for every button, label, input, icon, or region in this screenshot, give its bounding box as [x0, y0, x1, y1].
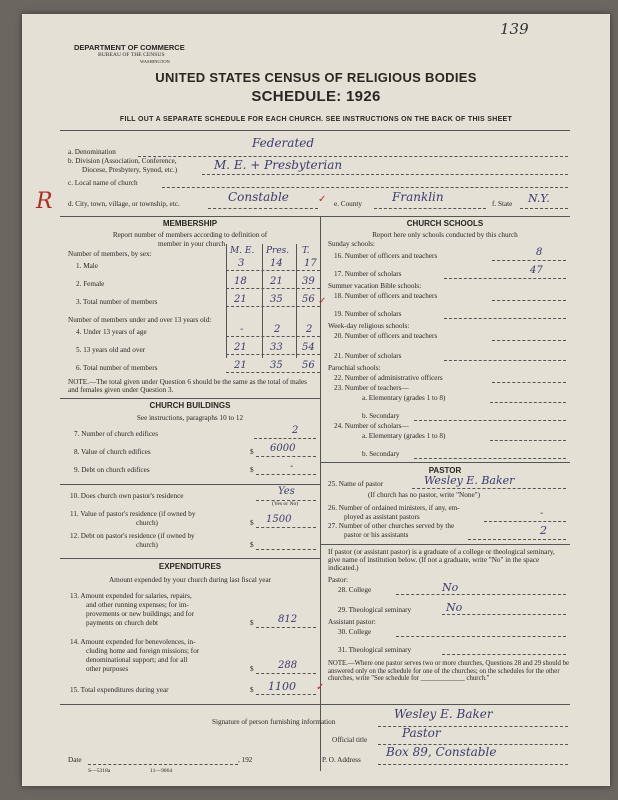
q26-label-2: ployed as assistant pastors — [344, 513, 420, 521]
q9-line — [256, 474, 316, 475]
print-number: 11—9064 — [150, 768, 173, 774]
col-rule-2 — [262, 244, 263, 358]
q16-line — [492, 260, 566, 261]
check-mark-icon: ✓ — [318, 296, 327, 307]
q25-line — [412, 488, 566, 489]
q9-label: 9. Debt on church edifices — [74, 466, 150, 474]
q14-line-4: other purposes — [86, 665, 129, 673]
form-title: UNITED STATES CENSUS OF RELIGIOUS BODIES — [155, 70, 477, 85]
q15-line — [256, 694, 316, 695]
q21-line — [444, 360, 566, 361]
buildings-rule — [60, 398, 320, 399]
po-address-value: Box 89, Constable — [386, 745, 497, 759]
row-under13-label: 4. Under 13 years of age — [76, 328, 147, 336]
q8-value: 6000 — [270, 443, 296, 454]
q13-dollar: $ — [250, 619, 254, 627]
q16-label: 16. Number of officers and teachers — [334, 252, 438, 260]
division-label-2: Diocese, Presbytery, Synod, etc.) — [82, 166, 178, 174]
q24b-line — [414, 458, 566, 459]
q11-line — [256, 527, 316, 528]
q27-label-2: pastor or his assistants — [344, 531, 409, 539]
q7-value: 2 — [292, 425, 299, 436]
department-label: DEPARTMENT OF COMMERCE — [74, 43, 185, 52]
city-value: Constable — [228, 190, 289, 204]
q13-line-2: and other running expenses; for im- — [86, 601, 189, 609]
under13-pres: 2 — [274, 324, 281, 335]
expenditures-sub: Amount expended by your church during last fiscal year — [108, 576, 272, 584]
q13-line — [256, 627, 316, 628]
form-number: S—5318a — [88, 768, 111, 774]
q7-label: 7. Number of church edifices — [74, 430, 159, 438]
q28-label: 28. College — [338, 586, 372, 594]
q11-label-2: church) — [136, 519, 158, 527]
under13-total: 2 — [306, 324, 313, 335]
q24a-line — [490, 440, 566, 441]
q11-value: 1500 — [266, 514, 292, 525]
q25-value: Wesley E. Baker — [424, 474, 515, 487]
check-mark-icon: ✓ — [318, 194, 327, 205]
q14-value: 288 — [278, 660, 298, 671]
check-mark-icon: ✓ — [316, 682, 325, 693]
margin-mark: R — [36, 189, 53, 214]
col-head-me: M. E. — [230, 246, 255, 256]
total-me: 21 — [234, 294, 247, 305]
schools-title: CHURCH SCHOOLS — [406, 219, 484, 228]
q24b-label: b. Secondary — [362, 450, 400, 458]
q10-value: Yes — [278, 486, 295, 497]
denomination-line — [138, 156, 568, 157]
under13-me: - — [240, 324, 244, 335]
pastor-title: PASTOR — [428, 466, 462, 475]
q14-line — [256, 673, 316, 674]
grid-top-rule — [60, 216, 570, 217]
membership-note: NOTE.—The total given under Question 6 should be the same as the total of males and females given under Question 3. — [68, 378, 307, 395]
instruction-line: FILL OUT A SEPARATE SCHEDULE FOR EACH CHURCH. SEE INSTRUCTIONS ON THE BACK OF THIS SHEET — [119, 116, 513, 123]
county-value: Franklin — [392, 190, 444, 204]
date-line — [88, 764, 238, 765]
grid-bottom-rule — [60, 704, 570, 705]
q23-label: 23. Number of teachers— — [334, 384, 409, 392]
q10-label: 10. Does church own pastor's residence — [70, 492, 184, 500]
grad-note: If pastor (or assistant pastor) is a graduate of a college or theological seminary, give name of institution below. (If not a graduate, write "No" in the space indicated.) — [328, 548, 555, 573]
row-total-line — [226, 306, 320, 307]
q23a-line — [490, 402, 566, 403]
date-year: , 192 — [238, 756, 253, 764]
po-address-label: P. O. Address — [322, 756, 361, 764]
official-title-value: Pastor — [402, 726, 441, 740]
q12-line — [256, 549, 316, 550]
row-under13-line — [226, 336, 320, 337]
col-rule-3 — [296, 244, 297, 358]
col-rule-1 — [226, 244, 227, 358]
expenditures-rule — [60, 558, 320, 559]
bureau-label: BUREAU OF THE CENSUS — [98, 52, 165, 58]
division-line — [202, 174, 568, 175]
header-rule — [60, 130, 570, 131]
over13-me: 21 — [234, 342, 247, 353]
q18-label: 18. Number of officers and teachers — [334, 292, 438, 300]
po-address-line — [378, 764, 568, 765]
row-total2-label: 6. Total number of members — [76, 364, 158, 372]
weekday-label: Week-day religious schools: — [328, 322, 410, 330]
q17-line — [444, 278, 566, 279]
q8-line — [256, 456, 316, 457]
state-line — [520, 208, 568, 209]
q23b-line — [414, 420, 566, 421]
state-label: f. State — [492, 200, 513, 208]
by-age-label: Number of members under and over 13 years old: — [68, 316, 212, 324]
q14-line-2: cluding home and foreign missions; for — [86, 647, 200, 655]
county-line — [374, 208, 486, 209]
q29-value: No — [446, 601, 463, 614]
q20-line — [492, 340, 566, 341]
q12-dollar: $ — [250, 541, 254, 549]
q8-label: 8. Value of church edifices — [74, 448, 151, 456]
q25-label: 25. Name of pastor — [328, 480, 384, 488]
membership-intro: Report number of members according to definition of — [112, 231, 268, 239]
q12-label: 12. Debt on pastor's residence (if owned by — [70, 532, 195, 540]
q15-value: 1100 — [268, 680, 296, 693]
census-schedule-sheet — [22, 14, 610, 786]
q20-label: 20. Number of officers and teachers — [334, 332, 438, 340]
total2-total: 56 — [302, 360, 315, 371]
sunday-label: Sunday schools: — [328, 240, 375, 248]
signature-label: Signature of person furnishing information — [212, 718, 336, 726]
q10-hint: (Yes or No) — [272, 501, 299, 507]
col-head-pres: Pres. — [266, 246, 290, 256]
q8-dollar: $ — [250, 448, 254, 456]
q13-line-4: payments on church debt — [86, 619, 159, 627]
membership-title: MEMBERSHIP — [162, 219, 218, 228]
q22-line — [492, 382, 566, 383]
q13-line-1: 13. Amount expended for salaries, repairs, — [70, 592, 192, 600]
q13-value: 812 — [278, 614, 298, 625]
q17-value: 47 — [530, 265, 543, 276]
q27-label: 27. Number of other churches served by the — [328, 522, 455, 530]
q24a-label: a. Elementary (grades 1 to 8) — [362, 432, 446, 440]
q25-hint: (If church has no pastor, write "None") — [368, 491, 480, 499]
q29-line — [442, 614, 566, 615]
row-over13-label: 5. 13 years old and over — [76, 346, 146, 354]
q28-line — [396, 594, 566, 595]
city-label: d. City, town, village, or township, etc. — [68, 200, 180, 208]
row-female-line — [226, 288, 320, 289]
over13-pres: 33 — [270, 342, 283, 353]
q30-label: 30. College — [338, 628, 372, 636]
q17-label: 17. Number of scholars — [334, 270, 402, 278]
county-label: e. County — [334, 200, 362, 208]
local-name-label: c. Local name of church — [68, 179, 138, 187]
q26-label: 26. Number of ordained ministers, if any, em- — [328, 504, 460, 512]
division-value: M. E. + Presbyterian — [214, 158, 343, 172]
q15-label: 15. Total expenditures during year — [70, 686, 169, 694]
q29-label: 29. Theological seminary — [338, 606, 412, 614]
total2-pres: 35 — [270, 360, 283, 371]
residence-rule — [60, 484, 320, 485]
total2-me: 21 — [234, 360, 247, 371]
q14-line-1: 14. Amount expended for benevolences, in- — [70, 638, 196, 646]
q27-line — [468, 539, 566, 540]
q11-label: 11. Value of pastor's residence (if owned by — [70, 510, 196, 518]
signature-value: Wesley E. Baker — [394, 707, 493, 721]
total-total: 56 — [302, 294, 315, 305]
q23b-label: b. Secondary — [362, 412, 400, 420]
q30-line — [396, 636, 566, 637]
pastor-sub-label: Pastor: — [328, 576, 348, 584]
female-pres: 21 — [270, 276, 283, 287]
q28-value: No — [442, 581, 459, 594]
pastor-rule — [320, 462, 570, 463]
buildings-sub: See instructions, paragraphs 10 to 12 — [136, 414, 244, 422]
date-label: Date — [68, 756, 82, 764]
summer-label: Summer vacation Bible schools: — [328, 282, 422, 290]
assistant-sub-label: Assistant pastor: — [328, 618, 376, 626]
col-head-total: T. — [302, 246, 310, 256]
q12-label-2: church) — [136, 541, 158, 549]
pastor-note: NOTE.—Where one pastor serves two or more churches, Questions 28 and 29 should be answered only on the schedule for one of the churches; on the schedules for the other churches, write "See schedule for _____________ church." — [328, 660, 570, 683]
local-name-line — [162, 187, 568, 188]
q14-line-3: denominational support; and for all — [86, 656, 188, 664]
row-total2-line — [226, 372, 320, 373]
schedule-title: SCHEDULE: 1926 — [251, 88, 381, 105]
q31-line — [442, 654, 566, 655]
q19-line — [444, 318, 566, 319]
over13-total: 54 — [302, 342, 315, 353]
q21-label: 21. Number of scholars — [334, 352, 402, 360]
row-male-label: 1. Male — [76, 262, 98, 270]
q31-label: 31. Theological seminary — [338, 646, 412, 654]
state-value: N.Y. — [528, 192, 550, 205]
female-total: 39 — [302, 276, 315, 287]
row-over13-line — [226, 354, 320, 355]
q24-label: 24. Number of scholars— — [334, 422, 409, 430]
q27-value: 2 — [540, 524, 547, 537]
row-total-label: 3. Total number of members — [76, 298, 158, 306]
city-label: WASHINGTON — [140, 59, 170, 64]
city-line — [208, 208, 318, 209]
q23a-label: a. Elementary (grades 1 to 8) — [362, 394, 446, 402]
q13-line-3: provements or new buildings; and for — [86, 610, 194, 618]
q11-dollar: $ — [250, 519, 254, 527]
q9-dollar: $ — [250, 466, 254, 474]
male-me: 3 — [238, 258, 245, 269]
membership-intro-2: member in your church — [158, 240, 226, 248]
q7-line — [254, 438, 316, 439]
parochial-label: Parochial schools: — [328, 364, 381, 372]
expenditures-title: EXPENDITURES — [158, 562, 222, 571]
grad-rule — [320, 544, 570, 545]
q26-line — [484, 521, 566, 522]
q22-label: 22. Number of administrative officers — [334, 374, 443, 382]
q16-value: 8 — [536, 247, 543, 258]
denomination-label: a. Denomination — [68, 148, 116, 156]
female-me: 18 — [234, 276, 247, 287]
q15-dollar: $ — [250, 686, 254, 694]
division-label: b. Division (Association, Conference, — [68, 157, 177, 165]
row-male-line — [226, 270, 320, 271]
total-pres: 35 — [270, 294, 283, 305]
denomination-value: Federated — [252, 136, 315, 150]
row-female-label: 2. Female — [76, 280, 105, 288]
q19-label: 19. Number of scholars — [334, 310, 402, 318]
q9-value: - — [290, 461, 294, 472]
q18-line — [492, 300, 566, 301]
buildings-title: CHURCH BUILDINGS — [149, 401, 231, 410]
male-pres: 14 — [270, 258, 283, 269]
schools-sub: Report here only schools conducted by this church — [372, 231, 518, 239]
official-title-label: Official title — [332, 736, 368, 744]
by-sex-label: Number of members, by sex: — [68, 250, 152, 258]
page-number: 139 — [500, 20, 529, 38]
q14-dollar: $ — [250, 665, 254, 673]
q26-value: - — [540, 508, 544, 519]
male-total: 17 — [304, 258, 317, 269]
